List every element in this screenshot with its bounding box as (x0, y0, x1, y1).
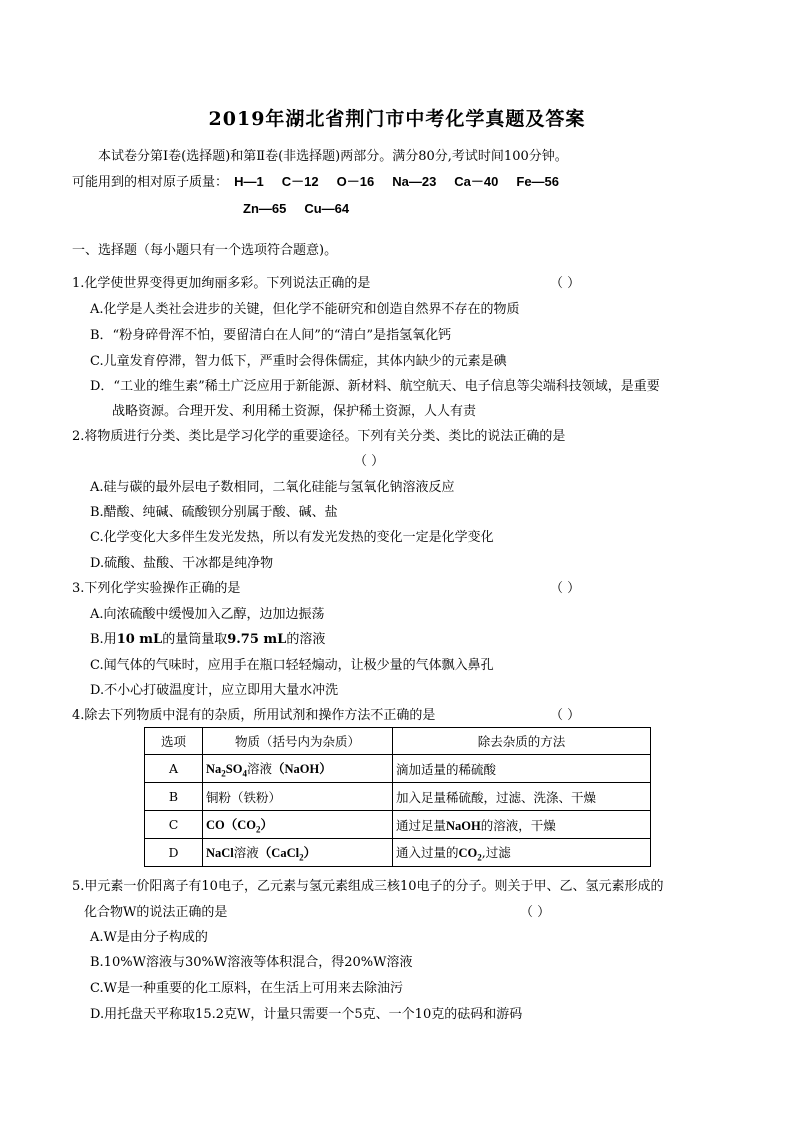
question-4-answer-paren: （ ） (550, 708, 581, 723)
question-1-option-d-cont: 战略资源。合理开发、利用稀土资源，保护稀土资源，人人有责 (112, 404, 477, 419)
mass-na: Na—23 (392, 174, 437, 189)
volume-10ml: 10 mL (116, 632, 163, 647)
question-3-option-a: A.向浓硫酸中缓慢加入乙醇，边加边振荡 (90, 607, 325, 622)
question-1-stem: 1.化学使世界变得更加绚丽多彩。下列说法正确的是 (72, 276, 371, 291)
mass-cu: Cu—64 (304, 201, 350, 216)
table-cell-label: D (145, 839, 203, 867)
question-3-stem: 3.下列化学实验操作正确的是 (72, 581, 241, 596)
question-4-table (144, 727, 651, 867)
section-title: 一、选择题（每小题只有一个选项符合题意)。 (72, 243, 338, 258)
question-1-option-b: B．“粉身碎骨浑不怕，要留清白在人间”的“清白”是指氢氧化钙 (90, 328, 452, 343)
question-3-option-d: D.不小心打破温度计，应立即用大量水冲洗 (90, 683, 339, 698)
table-header-method: 除去杂质的方法 (393, 728, 651, 755)
question-2-option-c: C.化学变化大多伴生发光发热，所以有发光发热的变化一定是化学变化 (90, 530, 494, 545)
question-2-answer-paren: （ ） (354, 454, 385, 469)
mass-h: H—1 (234, 174, 264, 189)
mass-c: C－12 (281, 174, 319, 189)
question-2-stem: 2.将物质进行分类、类比是学习化学的重要途径。下列有关分类、类比的说法正确的是 (72, 429, 566, 444)
question-3-option-c: C.闻气体的气味时，应用手在瓶口轻轻煽动，让极少量的气体飘入鼻孔 (90, 658, 494, 673)
mass-ca: Ca－40 (454, 174, 499, 189)
question-2-option-a: A.硅与碳的最外层电子数相同，二氧化硅能与氢氧化钠溶液反应 (90, 480, 455, 495)
exam-intro: 本试卷分第Ⅰ卷(选择题)和第Ⅱ卷(非选择题)两部分。满分80分,考试时间100分钟。 (98, 149, 568, 164)
table-cell-method: 通入过量的$CO_2$,过滤 (393, 839, 651, 867)
table-row (145, 811, 651, 839)
table-header-row (145, 728, 651, 755)
question-2-option-d: D.硫酸、盐酸、干冰都是纯净物 (90, 556, 274, 571)
question-1-option-a: A.化学是人类社会进步的关键，但化学不能研究和创造自然界不存在的物质 (90, 302, 520, 317)
question-4-stem: 4.除去下列物质中混有的杂质，所用试剂和操作方法不正确的是 (72, 708, 436, 723)
question-5-answer-paren: （ ） (520, 905, 551, 920)
mass-zn: Zn—65 (243, 201, 287, 216)
atomic-masses-line-1 (72, 172, 559, 193)
question-1-option-d: D．“工业的维生素”稀土广泛应用于新能源、新材料、航空航天、电子信息等尖端科技领域，是重要 (90, 379, 660, 394)
question-5-stem: 5.甲元素一价阳离子有10电子，乙元素与氢元素组成三核10电子的分子。则关于甲、乙、氢元素形成的 (72, 879, 664, 894)
atomic-masses-line-2 (243, 199, 349, 219)
question-1-option-c: C.儿童发育停滞，智力低下，严重时会得侏儒症，其体内缺少的元素是碘 (90, 354, 507, 369)
table-cell-substance: $CO(CO_2)$ (203, 811, 393, 839)
table-header-option: 选项 (145, 728, 203, 755)
question-3-answer-paren: （ ） (550, 581, 581, 596)
table-header-substance: 物质（括号内为杂质） (203, 728, 393, 755)
table-row (145, 755, 651, 783)
question-1-answer-paren: （ ） (550, 276, 581, 291)
mass-o: O－16 (336, 174, 375, 189)
mass-fe: Fe—56 (516, 174, 560, 189)
table-row (145, 839, 651, 867)
table-cell-method: 滴加适量的稀硫酸 (393, 755, 651, 783)
question-5-option-b: B.10%W溶液与30%W溶液等体积混合，得20%W溶液 (90, 955, 413, 970)
question-5-option-d: D.用托盘天平称取15.2克W，计量只需要一个5克、一个10克的砝码和游码 (90, 1007, 523, 1022)
table-cell-label: B (145, 783, 203, 811)
table-cell-label: A (145, 755, 203, 783)
question-2-option-b: B.醋酸、纯碱、硫酸钡分别属于酸、碱、盐 (90, 505, 338, 520)
table-row (145, 783, 651, 811)
table-cell-method: 通过足量NaOH的溶液，干燥 (393, 811, 651, 839)
atomic-masses-label: 可能用到的相对原子质量： (72, 175, 229, 190)
question-5-option-a: A.W是由分子构成的 (90, 930, 208, 945)
question-3-option-b: B.用10 mL的量筒量取9.75 mL的溶液 (90, 632, 326, 647)
page-title: 2019年湖北省荆门市中考化学真题及答案 (208, 108, 586, 130)
volume-9-75ml: 9.75 mL (227, 632, 287, 647)
table-cell-method: 加入足量稀硫酸，过滤、洗涤、干燥 (393, 783, 651, 811)
table-cell-label: C (145, 811, 203, 839)
table-cell-substance: 铜粉（铁粉） (203, 783, 393, 811)
question-5-option-c: C.W是一种重要的化工原料，在生活上可用来去除油污 (90, 981, 403, 996)
table-cell-substance: NaCl溶液（CaCl$_2$） (203, 839, 393, 867)
question-5-stem-cont: 化合物W的说法正确的是 (84, 905, 228, 920)
table-cell-substance: $Na_2SO_4$溶液（NaOH） (203, 755, 393, 783)
